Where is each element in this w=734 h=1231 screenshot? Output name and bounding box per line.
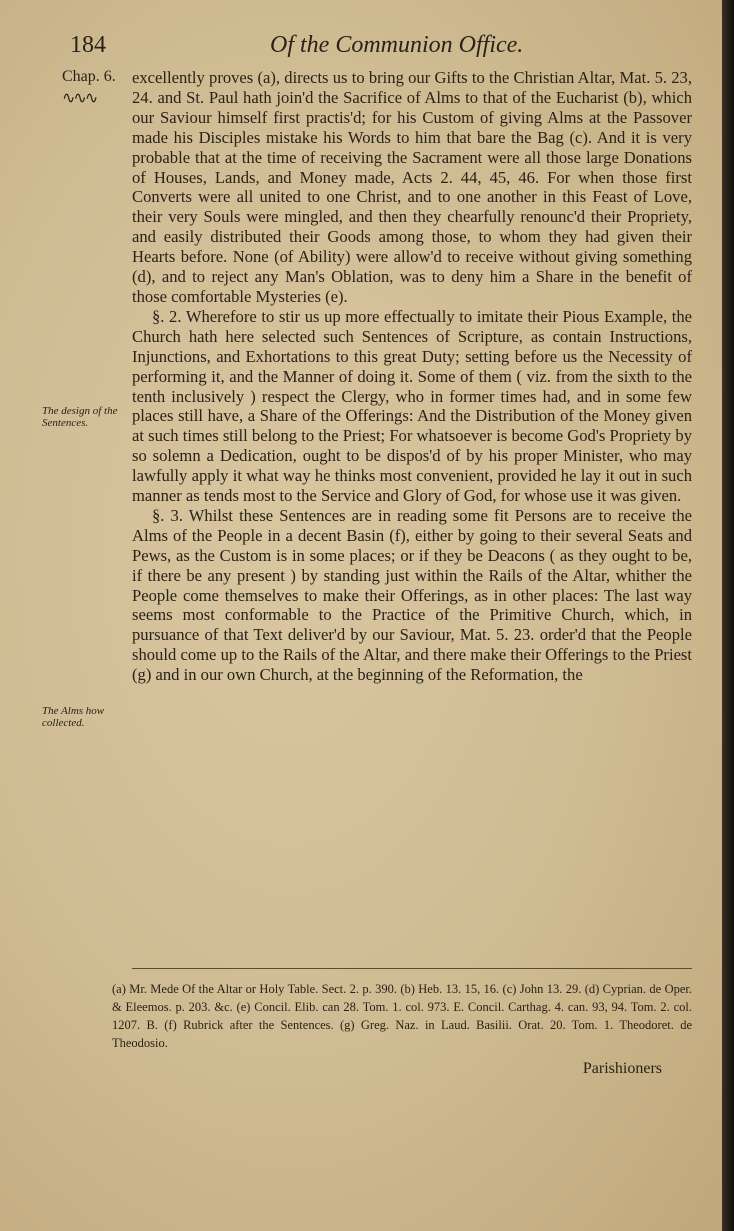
paragraph-3: §. 3. Whilst these Sentences are in reading some fit Persons are to receive the Alms of the People in a decent Basin (f), either by going to their several Seats and Pews, as the Custom is in some places; or if they be Deacons ( as they ought to be, if there be any present ) by standing just within the Rails of the Altar, whither the People come themselves to make their Offerings, as in other places: The last way seems most conformable to the Practice of the Primitive Church, which, in pursuance of that Text deliver'd by our Saviour, Mat. 5. 23. order'd that the People should come up to the Rails of the Altar, and there make their Offerings to the Priest (g) and in our own Church, at the beginning of the Reformation, the [132,505,692,685]
paragraph-1: excellently proves (a), directs us to bring our Gifts to the Christian Altar, Mat. 5. 23, 24. and St. Paul hath join'd the Sacrifice of Alms to that of the Eucharist (b), which our Saviour himself first practis'd; for his Custom of giving Alms at the Passover made his Disciples mistake his Words to him that bare the Bag (c). And it is very probable that at the time of receiving the Sacrament were all those large Donations of Houses, Lands, and Money made, Acts 2. 44, 45, 46. For when those first Converts were all united to one Christ, and to one another in this Feast of Love, their very Souls were mingled, and then they chearfully renounc'd their Propriety, and easily distributed their Goods among those, to whom they had given their Hearts before. None (of Ability) were allow'd to receive without giving something (d), and to reject any Man's Oblation, was to deny him a Share in the benefit of those comfortable Mysteries (e). [132,68,692,306]
ornament-icon: ∿∿∿ [62,88,97,107]
page-number: 184 [70,32,106,58]
page-edge [722,0,734,1231]
catchword: Parishioners [582,1060,662,1077]
main-text [132,68,692,685]
running-title: Of the Communion Office. [270,32,524,58]
footnote-rule [132,968,692,969]
margin-note-design: The design of the Sentences. [42,405,118,429]
paragraph-2: §. 2. Wherefore to stir us up more effectually to imitate their Pious Example, the Church hath here selected such Sentences of Scripture, as contain Instructions, Injunctions, and Exhortations to this great Duty; setting before us the Necessity of performing it, and the Manner of doing it. Some of them ( viz. from the sixth to the tenth inclusively ) respect the Clergy, who in former times had, and in some few places still have, a Share of the Offerings: And the Distribution of the Money given at such times still belong to the Priest; For whatsoever is become God's Propriety by so solemn a Dedication, ought to be dispos'd of by his proper Minister, who may lawfully apply it what way he thinks most convenient, provided he lay it out in such manner as tends most to the Service and Glory of God, for whose use it was given. [132,306,692,506]
footnotes: (a) Mr. Mede Of the Altar or Holy Table. Sect. 2. p. 390. (b) Heb. 13. 15, 16. (c) John 13. 29. (d) Cyprian. de Oper. & Eleemos. p. 203. &c. (e) Concil. Elib. can 28. Tom. 1. col. 973. E. Concil. Carthag. 4. can. 93, 94. Tom. 2. col. 1207. B. (f) Rubrick after the Sentences. (g) Greg. Naz. in Laud. Basilii. Orat. 20. Tom. 1. Theodoret. de Theodosio. [112,982,692,1050]
margin-note-alms: The Alms how collected. [42,705,105,729]
chapter-label: Chap. 6. [62,68,116,85]
page-header [70,32,670,72]
